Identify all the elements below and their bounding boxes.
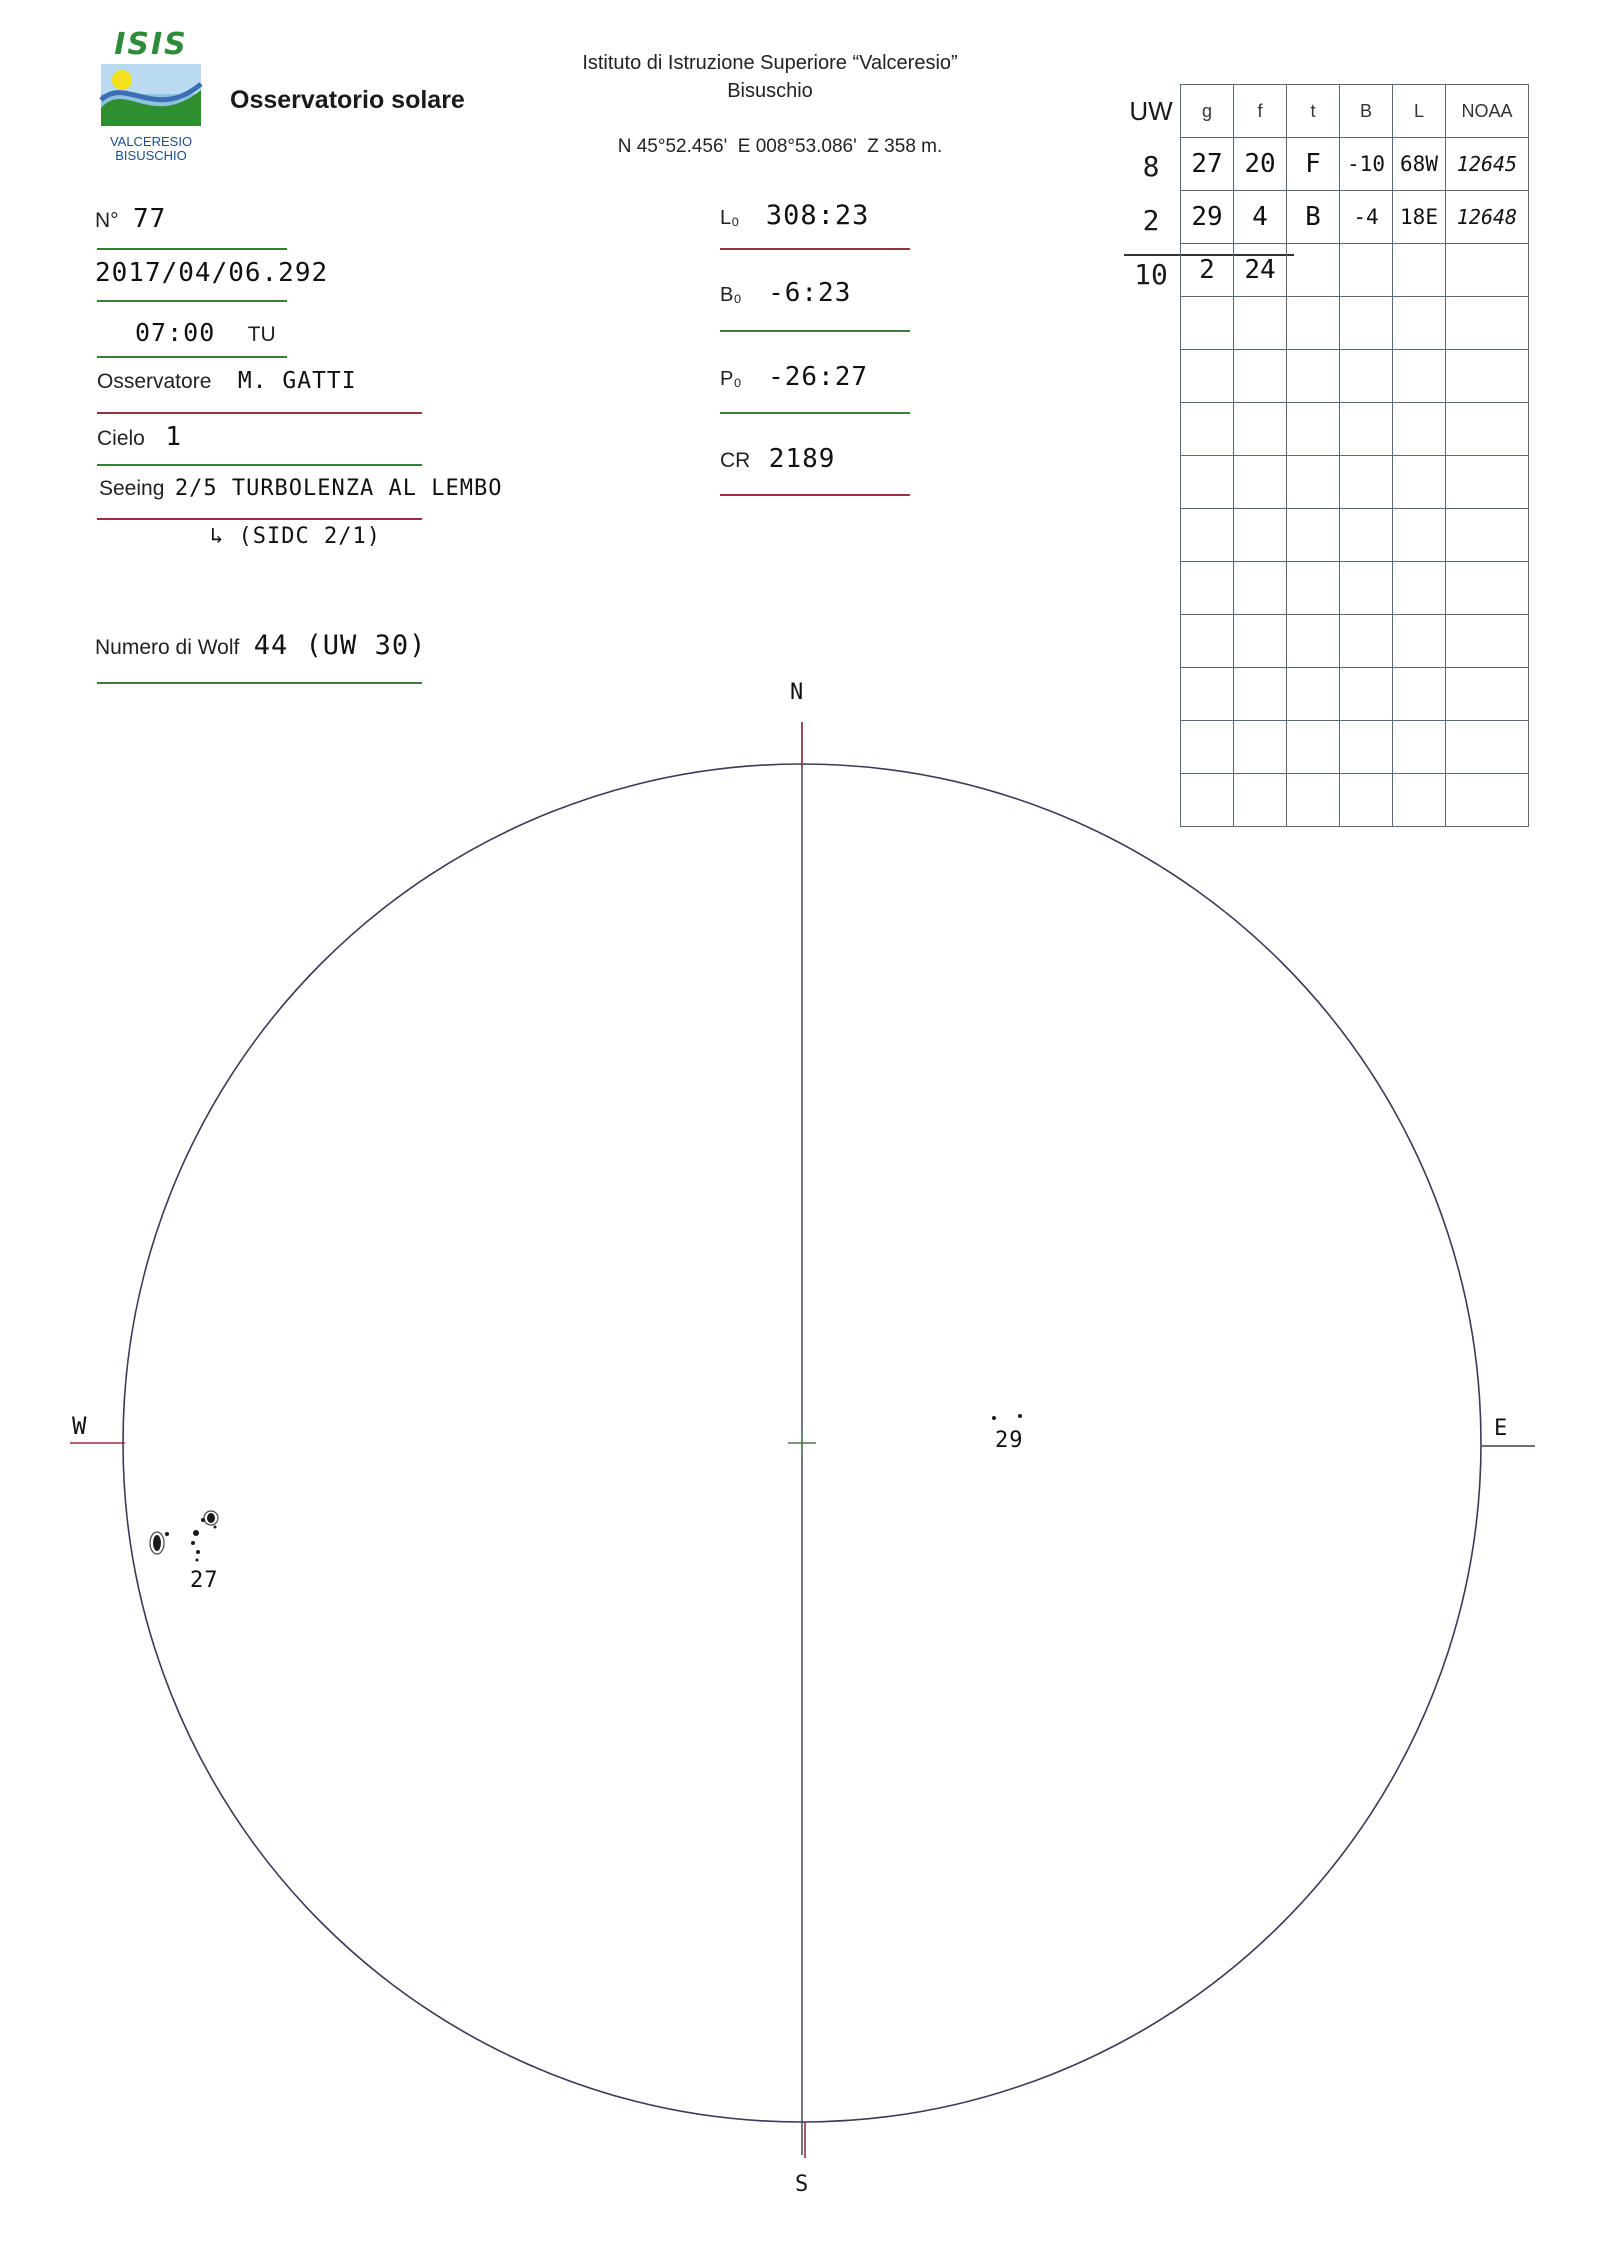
logo-emblem-icon	[96, 60, 206, 130]
table-row	[1181, 774, 1529, 827]
cell-g: 27	[1181, 138, 1234, 191]
table-row	[1181, 403, 1529, 456]
east-label: E	[1494, 1416, 1509, 1441]
l0-field	[720, 200, 869, 231]
cr-value: 2189	[768, 444, 836, 474]
institute-name: Istituto di Istruzione Superiore “Valceresio”	[582, 52, 958, 74]
group-label-27: 27	[190, 1568, 219, 1593]
divider	[720, 412, 910, 414]
cell-l: 18E	[1393, 191, 1446, 244]
cell-b: -10	[1340, 138, 1393, 191]
p0-label: P₀	[720, 368, 742, 390]
observation-date: 2017/04/06.292	[95, 258, 329, 288]
sky-label: Cielo	[97, 427, 145, 450]
observation-time	[135, 318, 276, 347]
cell-f: 4	[1234, 191, 1287, 244]
observer-value: M. GATTI	[237, 368, 357, 394]
seeing-label: Seeing	[99, 477, 165, 500]
observatory-title: Osservatorio solare	[230, 86, 465, 114]
p0-field	[720, 362, 868, 392]
divider	[97, 248, 287, 250]
seeing-field	[99, 476, 502, 501]
cell-f: 20	[1234, 138, 1287, 191]
divider	[720, 248, 910, 250]
col-header-t: t	[1287, 85, 1340, 138]
observer-label: Osservatore	[97, 370, 212, 393]
table-row	[1181, 456, 1529, 509]
table-row	[1181, 297, 1529, 350]
time-unit: TU	[247, 323, 276, 346]
cr-label: CR	[720, 449, 751, 472]
time-value: 07:00	[135, 318, 216, 347]
solar-disk	[123, 764, 1481, 2122]
divider	[97, 356, 287, 358]
logo-sub-2: BISUSCHIO	[115, 148, 187, 163]
cell-noaa: 12645	[1446, 138, 1529, 191]
divider	[97, 464, 422, 466]
wolf-value: 44 (UW 30)	[253, 630, 427, 661]
number-label: N°	[95, 209, 119, 232]
divider	[97, 682, 422, 684]
table-row	[1181, 509, 1529, 562]
table-row	[1181, 350, 1529, 403]
b0-label: B₀	[720, 284, 742, 306]
table-row	[1181, 668, 1529, 721]
north-label: N	[790, 680, 805, 705]
col-header-l: L	[1393, 85, 1446, 138]
table-row	[1181, 562, 1529, 615]
west-label: W	[72, 1412, 88, 1440]
table-row	[1181, 138, 1529, 191]
table-total-row	[1181, 244, 1529, 297]
divider	[97, 300, 287, 302]
institute-city: Bisuschio	[727, 80, 813, 102]
sky-field	[97, 422, 182, 452]
seeing-note: ↳ (SIDC 2/1)	[210, 524, 381, 549]
number-value: 77	[133, 204, 167, 234]
table-row	[1181, 615, 1529, 668]
total-f: 24	[1234, 244, 1287, 297]
divider	[97, 518, 422, 520]
uw-total: 10	[1134, 258, 1168, 291]
cr-field	[720, 444, 835, 474]
divider	[97, 412, 422, 414]
col-header-f: f	[1234, 85, 1287, 138]
uw-row-1: 8	[1142, 150, 1160, 183]
cell-t: B	[1287, 191, 1340, 244]
south-label: S	[795, 2172, 810, 2197]
col-header-noaa: NOAA	[1446, 85, 1529, 138]
uw-header: UW	[1129, 96, 1173, 126]
wolf-number	[95, 630, 426, 661]
observer-field	[97, 368, 357, 394]
cell-t: F	[1287, 138, 1340, 191]
seeing-value: 2/5 TURBOLENZA AL LEMBO	[174, 476, 503, 501]
total-g: 2	[1181, 244, 1234, 297]
col-header-b: B	[1340, 85, 1393, 138]
table-row	[1181, 191, 1529, 244]
divider	[720, 494, 910, 496]
p0-value: -26:27	[768, 362, 869, 392]
sky-value: 1	[165, 422, 182, 452]
observation-number	[95, 204, 166, 234]
logo-sub-1: VALCERESIO	[109, 134, 193, 149]
l0-label: L₀	[720, 207, 740, 229]
divider	[720, 330, 910, 332]
table-row	[1181, 721, 1529, 774]
b0-field	[720, 278, 851, 308]
cell-b: -4	[1340, 191, 1393, 244]
cell-l: 68W	[1393, 138, 1446, 191]
sunspot-group-27	[150, 1511, 218, 1562]
groups-table	[1180, 84, 1529, 827]
l0-value: 308:23	[765, 200, 870, 231]
logo	[96, 27, 206, 165]
group-label-29: 29	[995, 1428, 1024, 1453]
observatory-coordinates: N 45°52.456' E 008°53.086' Z 358 m.	[617, 136, 943, 157]
cell-g: 29	[1181, 191, 1234, 244]
sunspot-group-29	[992, 1414, 1022, 1420]
uw-row-2: 2	[1142, 204, 1160, 237]
table-header-row	[1181, 85, 1529, 138]
b0-value: -6:23	[768, 278, 852, 308]
col-header-g: g	[1181, 85, 1234, 138]
logo-text: ISIS	[114, 27, 188, 62]
cell-noaa: 12648	[1446, 191, 1529, 244]
wolf-label: Numero di Wolf	[95, 636, 240, 659]
